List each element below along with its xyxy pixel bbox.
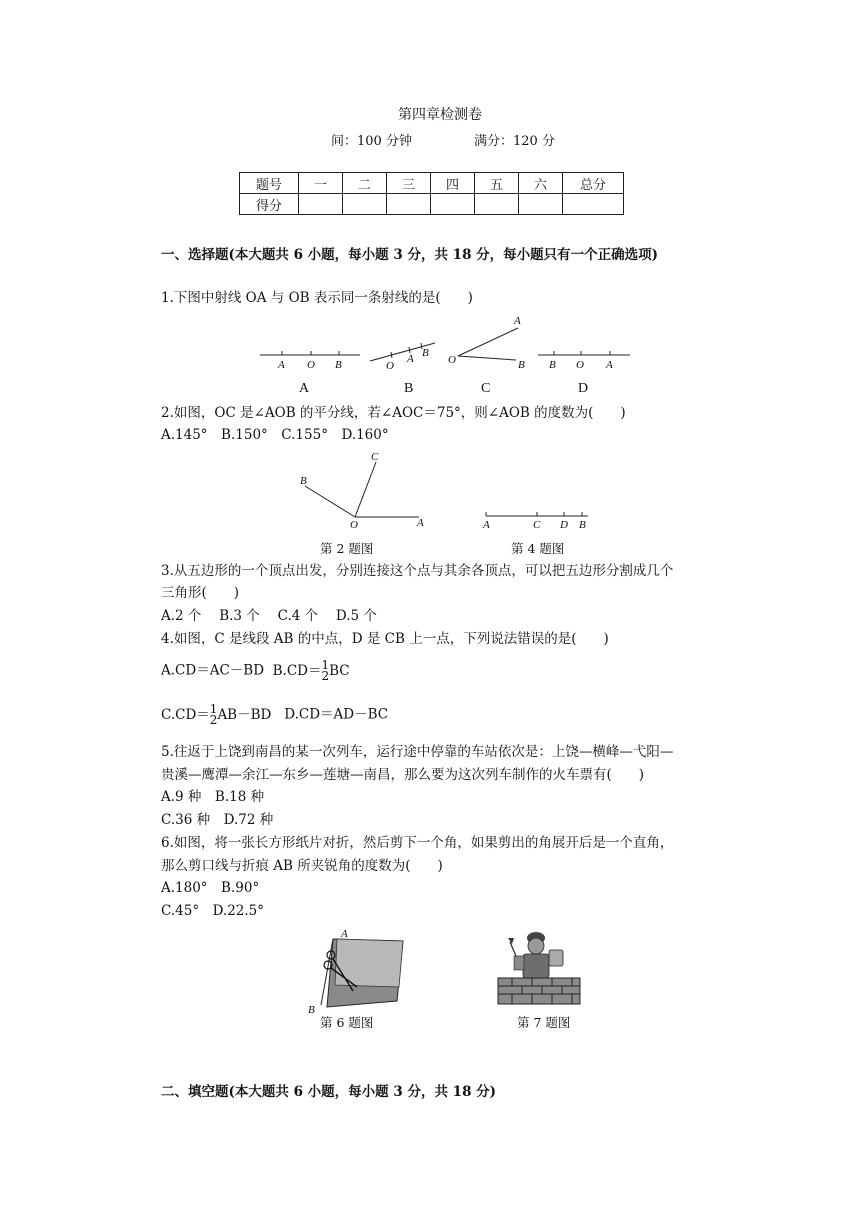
q1-figure-b [370,343,435,372]
q1-d-label: A [606,359,613,371]
q6-figure-caption: 第 6 题图 [320,1015,374,1030]
q4-text: 4.如图，C 是线段 AB 的中点，D 是 CB 上一点，下列说法错误的是( ) [161,631,609,647]
q6-figure [305,925,410,1015]
q7-figure-caption: 第 7 题图 [517,1015,571,1030]
section2-heading: 二、填空题(本大题共 6 小题，每小题 3 分，共 18 分) [161,1084,497,1100]
q2-fig-label: O [350,519,358,531]
q1-a-label: B [335,359,342,371]
score-input-cell[interactable] [387,194,431,215]
q1-figures [255,313,635,373]
q5-line1: 5.往返于上饶到南昌的某一次列车，运行途中停靠的车站依次是：上饶—横峰—弋阳— [161,744,674,760]
q1-option-c[interactable]: C [481,381,491,396]
score-cell: 总分 [563,173,624,194]
q1-option-a[interactable]: A [299,381,310,396]
q2-fig-label: A [417,517,424,529]
q1-option-b[interactable]: B [404,381,414,396]
score-table-header-row [240,173,624,194]
section1-heading: 一、选择题(本大题共 6 小题，每小题 3 分，共 18 分，每小题只有一个正确选项) [161,247,659,263]
q2-text: 2.如图，OC 是∠AOB 的平分线，若∠AOC＝75°，则∠AOB 的度数为( ) [161,405,626,421]
q4-option-b-prefix: B.CD＝ [272,662,322,679]
q1-figure-c [448,315,525,371]
fraction-denominator: 2 [321,669,330,683]
q4-fig-label: C [533,519,541,531]
q4-options-row1[interactable] [161,660,350,682]
q2-fig-label: C [371,451,379,463]
q4-option-a[interactable]: A.CD＝AC－BD [161,662,265,679]
q1-a-label: A [278,359,285,371]
score-cell: 一 [299,173,343,194]
score-cell: 题号 [240,173,299,194]
fraction-denominator: 2 [209,713,218,727]
q6-options-row2[interactable]: C.45° D.22.5° [161,903,265,919]
q1-b-label: O [386,360,394,372]
fraction-numerator: 1 [321,658,330,672]
score-cell: 四 [431,173,475,194]
exam-time: 间：100 分钟 [331,134,412,149]
score-cell: 六 [519,173,563,194]
q1-figure-a [260,351,360,371]
q1-d-label: O [576,359,584,371]
q4-option-b[interactable] [272,658,350,683]
score-cell: 三 [387,173,431,194]
fraction-half [322,660,330,682]
q6-fig-label: B [308,1004,315,1015]
page-title: 第四章检测卷 [398,107,482,123]
q4-fig-label: B [579,519,586,531]
q5-line2: 贵溪—鹰潭—余江—东乡—莲塘—南昌，那么要为这次列车制作的火车票有( ) [161,767,645,783]
score-input-cell[interactable] [563,194,624,215]
q1-c-label: B [518,359,525,371]
worker-illustration [508,932,563,978]
q7-figure [496,928,582,1008]
q4-figure-caption: 第 4 题图 [511,541,565,556]
q4-options-row2[interactable] [161,704,388,726]
q1-a-label: O [307,359,315,371]
q3-line2: 三角形( ) [161,585,240,601]
score-input-cell[interactable] [519,194,563,215]
q4-option-b-suffix: BC [329,662,350,679]
q1-b-label: A [407,353,414,365]
q3-line1: 3.从五边形的一个顶点出发，分别连接这个点与其余各顶点，可以把五边形分割成几个 [161,563,674,579]
score-input-cell[interactable] [475,194,519,215]
fraction-numerator: 1 [209,702,218,716]
q4-figure [480,500,595,534]
q6-fig-label: A [341,928,348,940]
q6-options-row1[interactable]: A.180° B.90° [161,880,260,896]
score-input-cell[interactable] [431,194,475,215]
score-input-cell[interactable] [299,194,343,215]
q2-fig-label: B [300,475,307,487]
q2-figure [295,448,435,534]
q5-options-row1[interactable]: A.9 种 B.18 种 [161,789,265,805]
score-cell: 二 [343,173,387,194]
q1-text: 1.下图中射线 OA 与 OB 表示同一条射线的是( ) [161,290,473,306]
score-table [239,172,624,215]
q6-line2: 那么剪口线与折痕 AB 所夹锐角的度数为( ) [161,858,443,874]
q4-option-c-suffix: AB－BD [217,706,272,723]
q1-figure-d [538,351,630,371]
q5-options-row2[interactable]: C.36 种 D.72 种 [161,812,274,828]
q4-fig-label: A [483,519,490,531]
q2-figure-caption: 第 2 题图 [320,541,374,556]
q4-option-d[interactable]: D.CD＝AD－BC [284,706,389,723]
q4-option-c-prefix: C.CD＝ [161,706,210,723]
score-table-score-row [240,194,624,215]
score-cell: 得分 [240,194,299,215]
q1-d-label: B [549,359,556,371]
q4-fig-label: D [560,519,568,531]
q1-b-label: B [422,347,429,359]
q4-option-c[interactable] [161,702,272,727]
score-input-cell[interactable] [343,194,387,215]
q2-options[interactable]: A.145° B.150° C.155° D.160° [161,427,389,443]
brick-wall-icon [498,978,580,1004]
q1-option-d[interactable]: D [578,381,589,396]
q6-line1: 6.如图，将一张长方形纸片对折，然后剪下一个角，如果剪出的角展开后是一个直角， [161,835,674,851]
q1-c-label: O [448,354,456,366]
score-cell: 五 [475,173,519,194]
full-score: 满分：120 分 [474,134,555,149]
q3-options[interactable]: A.2 个 B.3 个 C.4 个 D.5 个 [161,608,377,624]
q1-c-label: A [514,315,521,327]
